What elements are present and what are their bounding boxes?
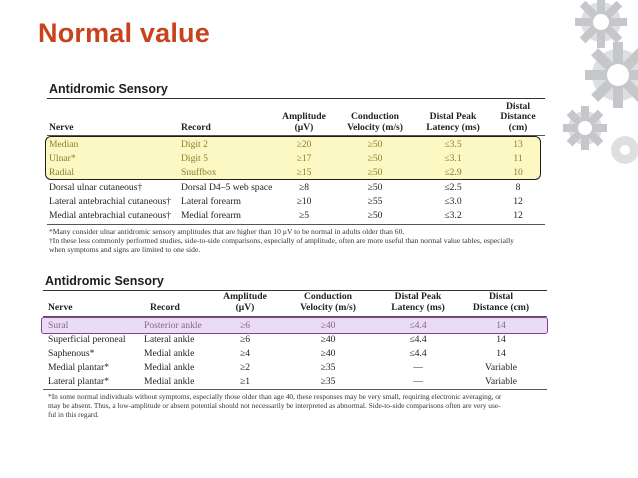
cell-distance: 14 — [496, 334, 506, 345]
cell-amplitude: ≥1 — [239, 376, 251, 387]
cell-velocity: ≥50 — [367, 182, 383, 193]
antidromic-sensory-table-lower — [40, 270, 550, 428]
cell-distance: Variable — [485, 362, 517, 373]
cell-velocity: ≥40 — [320, 320, 336, 331]
cell-amplitude: ≥6 — [239, 334, 251, 345]
header-amplitude-unit: (μV) — [235, 302, 255, 313]
slide-title: Normal value — [38, 18, 210, 48]
cell-record: Dorsal D4–5 web space — [181, 182, 273, 193]
cell-velocity: ≥40 — [320, 348, 336, 359]
cell-latency: ≤3.5 — [444, 139, 462, 150]
footnote: †In these less commonly performed studies, side-to-side comparisons, especially of amplitude, often are more useful than normal value tables, especially — [49, 236, 514, 245]
cell-distance: 12 — [513, 196, 523, 207]
cell-record: Snuffbox — [181, 167, 217, 178]
cell-nerve: Saphenous* — [48, 348, 95, 359]
cell-velocity: ≥55 — [367, 196, 383, 207]
cell-nerve: Lateral antebrachial cutaneous† — [49, 196, 171, 207]
cell-distance: 10 — [513, 167, 523, 178]
cell-amplitude: ≥2 — [239, 362, 251, 373]
table-rule — [47, 98, 545, 99]
header-distal-peak: Distal Peak — [394, 291, 442, 302]
table-title: Antidromic Sensory — [45, 274, 164, 288]
footnote: *Many consider ulnar antidromic sensory amplitudes that are higher than 10 μV to be normal in adults older than 60. — [49, 227, 405, 236]
cell-nerve: Medial antebrachial cutaneous† — [49, 210, 172, 221]
cell-record: Digit 5 — [181, 153, 208, 164]
cell-amplitude: ≥17 — [296, 153, 312, 164]
header-record: Record — [150, 302, 180, 313]
header-distal: Distal — [489, 291, 513, 302]
header-distance-cm: Distance (cm) — [472, 302, 530, 313]
cell-distance: Variable — [485, 376, 517, 387]
cell-velocity: ≥50 — [367, 139, 383, 150]
cell-nerve: Dorsal ulnar cutaneous† — [49, 182, 143, 193]
cell-latency: — — [413, 376, 423, 387]
cell-distance: 13 — [513, 139, 523, 150]
cell-latency: ≤3.2 — [444, 210, 462, 221]
cell-nerve: Sural — [48, 320, 69, 331]
header-conduction: Conduction — [304, 291, 352, 302]
cell-record: Lateral forearm — [181, 196, 241, 207]
cell-velocity: ≥35 — [320, 362, 336, 373]
cell-record: Medial ankle — [144, 376, 195, 387]
cell-latency: ≤3.1 — [444, 153, 462, 164]
cell-amplitude: ≥10 — [296, 196, 312, 207]
cell-distance: 11 — [513, 153, 523, 164]
cell-distance: 8 — [515, 182, 521, 193]
cell-amplitude: ≥6 — [239, 320, 251, 331]
cell-latency: — — [413, 362, 423, 373]
header-amplitude: Amplitude — [282, 111, 326, 122]
table-title: Antidromic Sensory — [49, 82, 168, 96]
header-distance: Distance — [500, 111, 536, 122]
header-latency: Latency (ms) — [426, 122, 480, 133]
cell-nerve: Lateral plantar* — [48, 376, 109, 387]
table-rule — [43, 290, 547, 291]
cell-velocity: ≥50 — [367, 167, 383, 178]
cell-record: Medial forearm — [181, 210, 241, 221]
header-cm: (cm) — [508, 122, 528, 133]
cell-velocity: ≥50 — [367, 153, 383, 164]
header-conduction-unit: Velocity (m/s) — [347, 122, 403, 133]
cell-velocity: ≥40 — [320, 334, 336, 345]
cell-distance: 12 — [513, 210, 523, 221]
cell-record: Medial ankle — [144, 362, 195, 373]
footnote: *In some normal individuals without symptoms, especially those older than age 40, these responses may be very small, requiring electronic averaging, or — [48, 392, 502, 401]
cell-record: Digit 2 — [181, 139, 208, 150]
header-distal-peak: Distal Peak — [429, 111, 477, 122]
footnote: when symptoms and signs are limited to one side. — [49, 245, 201, 254]
cell-latency: ≤3.0 — [444, 196, 462, 207]
cell-amplitude: ≥15 — [296, 167, 312, 178]
footnote: may be absent. Thus, a low-amplitude or absent potential should not necessarily be interpreted as abnormal. Side-to-side comparisons often are very use- — [48, 401, 501, 410]
cell-nerve: Median — [49, 139, 79, 150]
cell-velocity: ≥35 — [320, 376, 336, 387]
cell-amplitude: ≥8 — [298, 182, 310, 193]
header-distal: Distal — [506, 101, 530, 112]
header-conduction-unit: Velocity (m/s) — [300, 302, 356, 313]
cell-record: Posterior ankle — [144, 320, 202, 331]
footnote: ful in this regard. — [48, 410, 99, 419]
cell-amplitude: ≥20 — [296, 139, 312, 150]
header-latency: Latency (ms) — [391, 302, 445, 313]
cell-latency: ≤4.4 — [409, 320, 427, 331]
cell-distance: 14 — [496, 320, 506, 331]
header-conduction: Conduction — [351, 111, 399, 122]
cell-latency: ≤4.4 — [409, 334, 427, 345]
cell-nerve: Medial plantar* — [48, 362, 110, 373]
table-rule — [43, 389, 547, 390]
cell-nerve: Superficial peroneal — [48, 334, 126, 345]
header-amplitude: Amplitude — [223, 291, 267, 302]
cell-latency: ≤4.4 — [409, 348, 427, 359]
cell-distance: 14 — [496, 348, 506, 359]
header-nerve: Nerve — [48, 302, 73, 313]
cell-record: Lateral ankle — [144, 334, 195, 345]
cell-record: Medial ankle — [144, 348, 195, 359]
antidromic-sensory-table-upper — [44, 78, 548, 264]
cell-velocity: ≥50 — [367, 210, 383, 221]
cell-amplitude: ≥5 — [298, 210, 310, 221]
cell-nerve: Radial — [49, 167, 75, 178]
header-record: Record — [181, 122, 211, 133]
cell-amplitude: ≥4 — [239, 348, 251, 359]
table-rule — [47, 224, 545, 225]
cell-latency: ≤2.9 — [444, 167, 462, 178]
header-nerve: Nerve — [49, 122, 74, 133]
cell-nerve: Ulnar* — [49, 153, 76, 164]
cell-latency: ≤2.5 — [444, 182, 462, 193]
header-amplitude-unit: (μV) — [294, 122, 314, 133]
